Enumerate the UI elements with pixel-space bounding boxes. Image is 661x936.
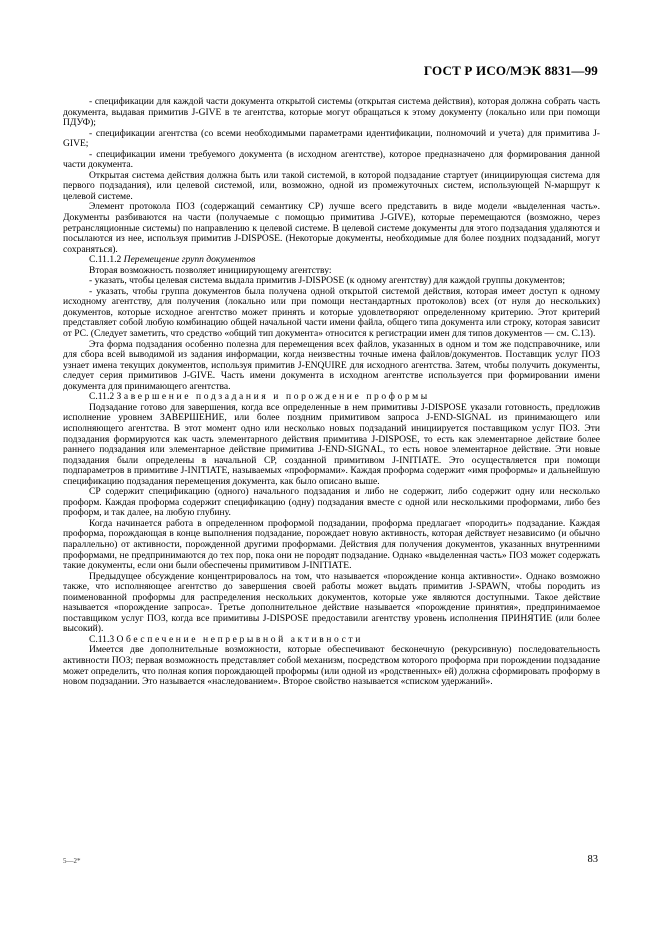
paragraph: Когда начинается работа в определенном проформой подзадании, проформа предлагает «породить» подзадание. Каждая проформа, порождающая в конце выполнения подзадание, порождает новую активность, которая действует независимо (и обычно параллельно) от активности, порожденной другими проформами. Действия для получения документов, указанных внутренними проформами, не предпринимаются до тех пор, пока они не породят подзадание. Однако «выделенная часть» ПОЗ может содержать такие документы, если они были обеспечены примитивом J-INITIATE. (63, 517, 600, 572)
paragraph: Элемент протокола ПОЗ (содержащий семантику СР) лучше всего представить в виде модели «выделенная часть». Документы разбиваются на части (получаемые с помощью примитива J-GIVE), которые перемещаются (возможно, через ретрансляционные системы) по направлению к целевой системе. В целевой системе документы для этого подзадания удаляются и посылаются из нее, используя примитив J-DISPOSE. (Некоторые документы, необходимые для более поздних подзаданий, могут сохраняться). (63, 201, 600, 255)
paragraph: Подзадание готово для завершения, когда все определенные в нем примитивы J-DISPOSE указали готовность, предложив исполнение уровнем ЗАВЕРШЕНИЕ, или более поздним примитивом запроса J-END-SIGNAL из принимающего или исполняющего агентства. В этот момент одно или несколько новых подзаданий инициируется поставщиком услуг ПОЗ. Эти подзадания формируются как часть элементарного действия примитива J-DISPOSE, то есть как элементарное действие более раннего подзадания или элементарное действие примитива J-END-SIGNAL, то есть новое элементарное действие. Эти новые подзадания были определены в начальной СР, созданной примитивом J-INITIATE. Это осуществляется при помощи подпараметров в примитиве J-INITIATE, называемых «проформами». Каждая проформа содержит «имя проформы» и дальнейшую спецификацию подзадания перемещения документа, как было описано выше. (63, 401, 600, 487)
paragraph: СР содержит спецификацию (одного) начального подзадания и либо не содержит, либо содержит одну или несколько проформ. Каждая проформа содержит спецификацию (одну) подзадания вместе с одной или несколькими проформами, либо без проформ, и так далее, на любую глубину. (63, 486, 600, 519)
paragraph: Предыдущее обсуждение концентрировалось на том, что называется «порождение конца активности». Однако возможно также, что исполняющее агентство до завершения своей работы может выдать примитив J-SPAWN, чтобы породить из поименованной проформы для распределения нескольких документов, которые уже являются доступными. Такое действие называется «порождение запроса». Третье дополнительное действие называется «порождение принятия», предпринимаемое поставщиком услуг ПОЗ, когда все примитивы J-DISPOSE предоставили агентству уровень исполнения ПРИНЯТИЕ (или более высокий). (63, 570, 600, 635)
section-title: Обеспечение непрерывной активности (116, 633, 363, 645)
paragraph: Открытая система действия должна быть или такой системой, в которой подзадание стартует (инициирующая система для первого подзадания), или целевой системой, или, возможно, одной из промежуточных систем, использующей N-маршрут к целевой системе. (63, 169, 600, 202)
paragraph: Имеется две дополнительные возможности, которые обеспечивают бесконечную (рекурсивную) последовательность активности ПОЗ; первая возможность представляет собой механизм, посредством которого проформа при порождении подзадание может определить, что полная копия порождающей проформы (или одной из «родственных» ей) должна сформировать проформу в новом подзадании. Это называется «наследованием». Второе свойство называется «списком удержаний». (63, 644, 600, 688)
paragraph: - спецификации имени требуемого документа (в исходном агентстве), которое предназначено для формирования данной части документа. (63, 148, 600, 171)
document-body (63, 97, 600, 688)
section-number: С.11.1.2 (89, 254, 122, 266)
paragraph: - спецификации агентства (со всеми необходимыми параметрами идентификации, полномочий и учета) для примитива J-GIVE; (63, 127, 600, 150)
paragraph: Эта форма подзадания особенно полезна для перемещения всех файлов, указанных в одном и том же подсправочнике, или для сбора всей выводимой из задания информации, когда неизвестны точные имена файлов/документов. Поставщик услуг ПОЗ узнает имена текущих документов, используя примитив J-ENQUIRE для исходного агентства. Затем, чтобы получить документы, следует серия примитивов J-GIVE. Часть имени документа в исходном агентстве используется при формировании имени документа для принимающего агентства. (63, 338, 600, 392)
paragraph: - спецификации для каждой части документа открытой системы (открытая система действия), которая должна собрать часть документа, выдавая примитив J-GIVE в те агентства, которые могут обращаться к этому документу (локально или при помощи ПДУФ); (63, 96, 600, 129)
paragraph: - указать, чтобы целевая система выдала примитив J-DISPOSE (к одному агентству) для каждой группы документов; (89, 275, 565, 287)
section-title: Перемещение групп документов (123, 254, 256, 266)
standard-header: ГОСТ Р ИСО/МЭК 8831—99 (423, 63, 598, 78)
paragraph: - указать, чтобы группа документов была получена одной открытой системой действия, которая имеет доступ к одному исходному агентству, для получения (локально или при помощи нестандартных протоколов) всех (от нуля до нескольких) документов, которые исходное агентство может принять и которые удовлетворяют определенному критерию. Этот критерий представляет собой любую комбинацию общей начальной части имени файла, общего типа документа или строку, которая зависит от РС. (Следует заметить, что средство «общий тип документа» относится к регистрации имен для типов документов — см. С.13). (63, 285, 600, 340)
section-number: С.11.2 (89, 391, 115, 403)
print-signature: 5—2* (63, 857, 81, 865)
section-title: Завершение подзадания и порождение проформы (116, 391, 430, 403)
page-number: 83 (587, 854, 598, 865)
section-number: С.11.3 (89, 633, 115, 645)
paragraph: Вторая возможность позволяет инициирующему агентству: (89, 264, 332, 276)
